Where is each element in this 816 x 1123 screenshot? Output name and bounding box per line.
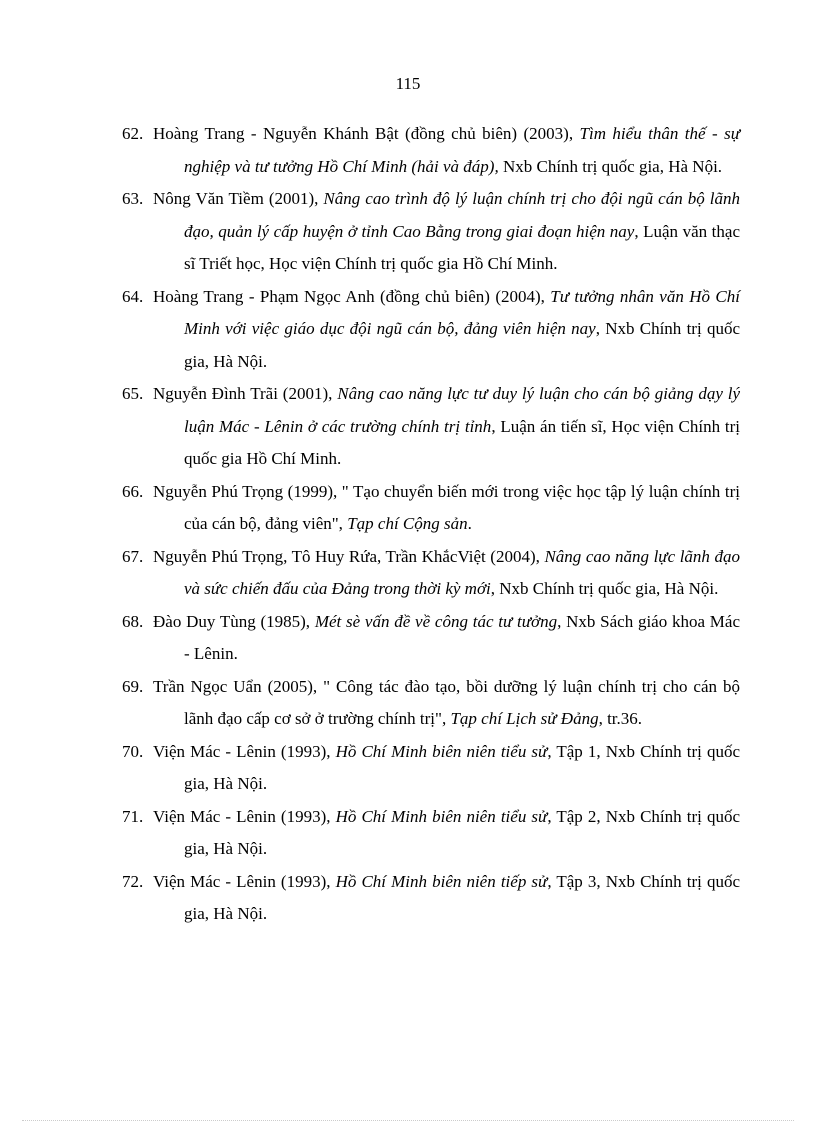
reference-title: Tạp chí Lịch sử Đảng [450, 709, 599, 728]
reference-publisher: Nxb Chính trị quốc gia, Hà Nội. [498, 156, 723, 176]
reference-item [122, 606, 740, 671]
reference-title: Nâng cao năng lực tư duy lý luận cho cán bộ giảng dạy lý luận Mác - Lênin ở các trường chính trị tỉnh [184, 384, 740, 436]
reference-title: Nâng cao trình độ lý luận chính trị cho đội ngũ cán bộ lãnh đạo, quản lý cấp huyện ở tỉnh Cao Bằng trong giai đoạn hiện nay [184, 189, 740, 241]
reference-authors: Nông Văn Tiềm (2001), [153, 189, 324, 208]
reference-number: 72. [122, 871, 144, 891]
reference-authors: Nguyễn Đình Trãi (2001), [153, 384, 338, 403]
reference-authors: Hoàng Trang - Phạm Ngọc Anh (đồng chủ biên) (2004), [153, 286, 551, 306]
reference-item [122, 118, 740, 183]
reference-number: 66. [122, 481, 144, 501]
page-number: 115 [395, 74, 421, 93]
page-bottom-divider [22, 1120, 794, 1121]
reference-item [122, 736, 740, 801]
reference-authors: Hoàng Trang - Nguyễn Khánh Bật (đồng chủ biên) (2003), [153, 124, 580, 143]
reference-publisher: , Tập 2, Nxb Chính trị quốc gia, Hà Nội. [184, 806, 740, 858]
reference-publisher: , Luận án tiến sĩ, Học viện Chính trị quốc gia Hồ Chí Minh. [184, 416, 740, 468]
reference-number: 68. [122, 611, 144, 631]
reference-title: Mét sè vấn đề về công tác tư tưởng [314, 611, 558, 631]
reference-item [122, 801, 740, 866]
reference-number: 70. [122, 741, 144, 761]
reference-publisher: , tr.36. [598, 709, 643, 728]
reference-item [122, 281, 740, 379]
reference-number: 71. [122, 806, 144, 826]
reference-title: Nâng cao năng lực lãnh đạo và sức chiến đấu của Đảng trong thời kỳ mới [184, 546, 740, 598]
reference-item [122, 866, 740, 931]
reference-authors: Viện Mác - Lênin (1993), [153, 871, 336, 891]
reference-title: Tạp chí Cộng sản [347, 514, 468, 533]
reference-list [122, 118, 740, 931]
reference-number: 69. [122, 676, 144, 696]
reference-item [122, 476, 740, 541]
reference-title: Hồ Chí Minh biên niên tiếp sử [335, 871, 548, 891]
reference-publisher: , Nxb Chính trị quốc gia, Hà Nội. [184, 319, 740, 371]
reference-title: Hồ Chí Minh biên niên tiểu sử [335, 741, 548, 761]
reference-publisher: , Nxb Sách giáo khoa Mác - Lênin. [184, 611, 741, 663]
reference-number: 64. [122, 286, 144, 306]
reference-authors: Viện Mác - Lênin (1993), [153, 741, 336, 761]
reference-number: 63. [122, 189, 144, 208]
reference-item [122, 183, 740, 281]
reference-authors: Đào Duy Tùng (1985), [153, 611, 315, 631]
reference-publisher: , Tập 3, Nxb Chính trị quốc gia, Hà Nội. [184, 871, 740, 923]
reference-item [122, 541, 740, 606]
reference-number: 62. [122, 124, 144, 143]
reference-item [122, 378, 740, 476]
reference-title: Hồ Chí Minh biên niên tiểu sử [335, 806, 548, 826]
reference-number: 65. [122, 384, 144, 403]
reference-number: 67. [122, 546, 144, 566]
reference-authors: Nguyễn Phú Trọng (1999), " Tạo chuyển biến mới trong việc học tập lý luận chính trị của cán bộ, đảng viên", [153, 481, 740, 533]
reference-title: Tìm hiểu thân thế - sự nghiệp và tư tưởng Hồ Chí Minh (hải và đáp), [184, 124, 740, 176]
reference-title: Tư tưởng nhân văn Hồ Chí Minh với việc giáo dục đội ngũ cán bộ, đảng viên hiện nay [184, 286, 740, 338]
reference-publisher: , Tập 1, Nxb Chính trị quốc gia, Hà Nội. [184, 741, 740, 793]
reference-authors: Nguyễn Phú Trọng, Tô Huy Rứa, Trần KhắcViệt (2004), [153, 546, 545, 566]
reference-publisher: , Luận văn thạc sĩ Triết học, Học viện Chính trị quốc gia Hồ Chí Minh. [184, 221, 740, 273]
reference-authors: Trần Ngọc Uẩn (2005), " Công tác đào tạo, bồi dưỡng lý luận chính trị cho cán bộ lãnh đạo cấp cơ sở ở trường chính trị", [153, 676, 740, 728]
reference-authors: Viện Mác - Lênin (1993), [153, 806, 336, 826]
reference-item [122, 671, 740, 736]
reference-publisher: , Nxb Chính trị quốc gia, Hà Nội. [490, 579, 719, 598]
reference-publisher: . [467, 514, 472, 533]
